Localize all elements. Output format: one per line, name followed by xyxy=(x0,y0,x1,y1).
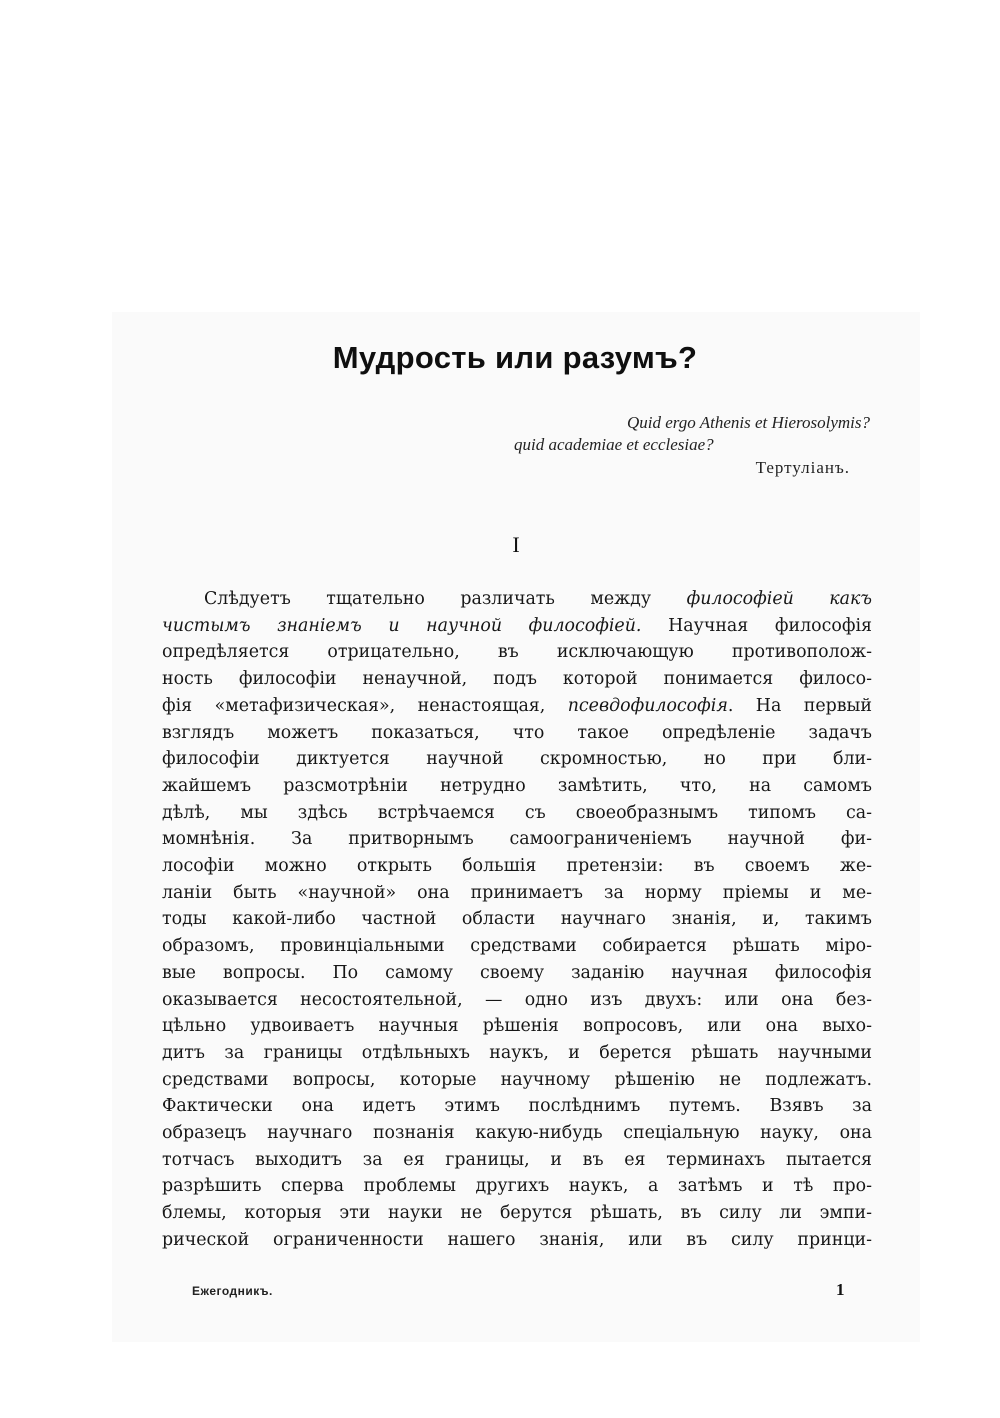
running-footer-title: Ежегодникъ. xyxy=(192,1284,273,1298)
body-line: средствами вопросы, которые научному рѣшенію не подлежатъ. xyxy=(162,1069,872,1090)
body-line: фія «метафизическая», ненастоящая, псевдофилософія. На первый xyxy=(162,695,872,716)
body-line: тоды какой-либо частной области научнаго знанія, и, такимъ xyxy=(162,909,872,930)
body-line: Фактически она идетъ этимъ послѣднимъ путемъ. Взявъ за xyxy=(162,1096,872,1117)
body-line: цѣльно удвоиваетъ научныя рѣшенія вопросовъ, или она выхо- xyxy=(162,1016,872,1037)
page-number: 1 xyxy=(836,1280,845,1299)
page-title: Мудрость или разумъ? xyxy=(332,340,698,375)
body-line: блемы, которыя эти науки не берутся рѣшать, въ силу ли эмпи- xyxy=(162,1203,872,1224)
body-line: чистымъ знаніемъ и научной философіей. Научная философія xyxy=(162,615,872,636)
body-line: лософіи можно открыть большія претензіи: въ своемъ же- xyxy=(162,856,872,877)
body-line: опредѣляется отрицательно, въ исключающую противополож- xyxy=(162,642,872,663)
body-line: ность философіи ненаучной, подъ которой понимается филосо- xyxy=(162,669,872,690)
epigraph-author: Тертуліанъ. xyxy=(755,458,850,477)
body-line: тотчасъ выходитъ за ея границы, и въ ея терминахъ пытается xyxy=(162,1149,872,1170)
body-line: разрѣшить сперва проблемы другихъ наукъ, а затѣмъ и тѣ про- xyxy=(162,1176,872,1197)
body-line: момнѣнія. За притворнымъ самоограниченіемъ научной фи- xyxy=(162,829,872,850)
epigraph-line-2: quid academiae et ecclesiae? xyxy=(514,435,714,454)
body-text xyxy=(162,586,872,1254)
body-line: дитъ за границы отдѣльныхъ наукъ, и берется рѣшать научными xyxy=(162,1042,872,1063)
body-line: философіи диктуется научной скромностью, но при бли- xyxy=(162,749,872,770)
body-line: взглядъ можетъ показаться, что такое опредѣленіе задачъ xyxy=(162,722,872,743)
epigraph-line-1: Quid ergo Athenis et Hierosolymis? xyxy=(626,413,870,432)
body-line: жайшемъ разсмотрѣніи нетрудно замѣтить, что, на самомъ xyxy=(162,775,872,796)
epigraph xyxy=(450,412,870,456)
body-line: ланіи быть «научной» она принимаетъ за норму пріемы и ме- xyxy=(162,882,872,903)
body-line: вые вопросы. По самому своему заданію научная философія xyxy=(162,962,872,983)
body-line: рической ограниченности нашего знанія, или въ силу принци- xyxy=(162,1229,872,1250)
section-number: I xyxy=(512,532,520,557)
body-line: оказывается несостоятельной, — одно изъ двухъ: или она без- xyxy=(162,989,872,1010)
body-line: Слѣдуетъ тщательно различать между философіей какъ xyxy=(204,589,872,609)
body-line: дѣлѣ, мы здѣсь встрѣчаемся съ своеобразнымъ типомъ са- xyxy=(162,802,872,823)
body-line: образомъ, провинціальными средствами собирается рѣшать міро- xyxy=(162,936,872,957)
body-line: образецъ научнаго познанія какую-нибудь спеціальную науку, она xyxy=(162,1123,872,1144)
